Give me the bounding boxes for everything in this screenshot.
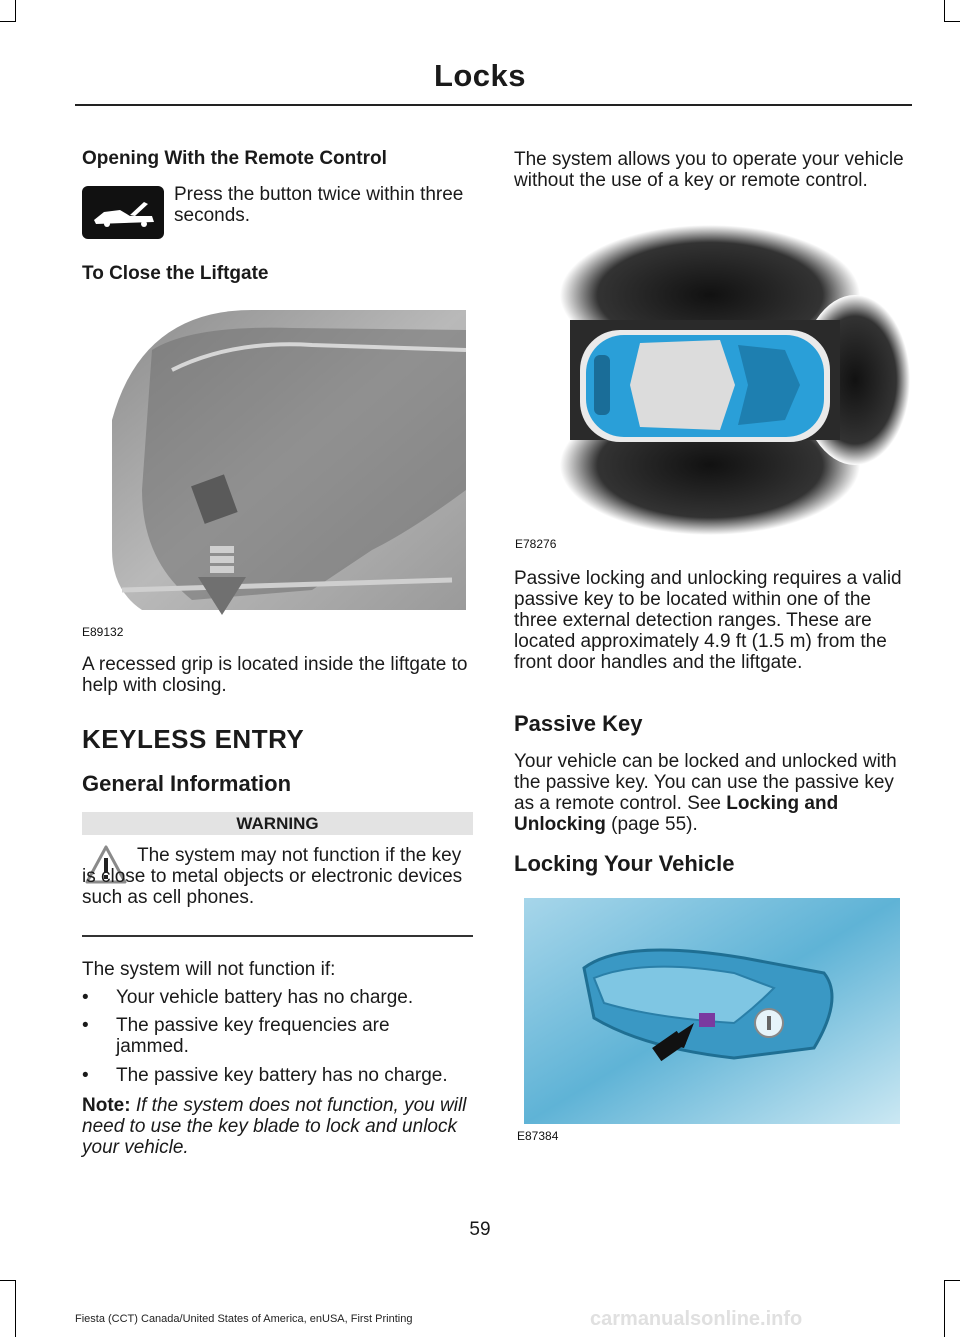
crop-mark [15, 0, 16, 22]
note-label: Note: [82, 1095, 131, 1116]
note-text: If the system does not function, you will need to use the key blade to lock and unlock your vehicle. [82, 1095, 467, 1158]
crop-mark [15, 1280, 16, 1337]
figure-id: E87384 [517, 1129, 559, 1143]
passive-description: Passive locking and unlocking requires a valid passive key to be located within one of the three external detection ranges. These are located approximately 4.9 ft (1.5 m) from the front door handles and the liftgate. [514, 568, 902, 673]
system-intro: The system allows you to operate your vehicle without the use of a key or remote control. [514, 149, 904, 191]
passive-key-heading: Passive Key [514, 711, 643, 736]
cross-reference-link[interactable]: Locking and Unlocking [514, 793, 839, 835]
crop-mark [944, 21, 960, 22]
remote-instruction: Press the button twice within three seconds. [174, 184, 464, 226]
warning-banner: WARNING [82, 812, 473, 835]
list-item: • Your vehicle battery has no charge. [82, 987, 414, 1008]
figure-id: E89132 [82, 625, 124, 639]
locking-heading: Locking Your Vehicle [514, 851, 735, 876]
crop-mark [944, 0, 945, 22]
remote-heading: Opening With the Remote Control [82, 148, 387, 169]
list-item: • The passive key frequencies are jammed. [82, 1015, 390, 1057]
edition-line: Fiesta (CCT) Canada/United States of America, enUSA, First Printing [75, 1313, 413, 1325]
watermark: carmanualsonline.info [590, 1308, 803, 1330]
liftgate-heading: To Close the Liftgate [82, 263, 269, 284]
warning-text: The system may not function if the key is close to metal objects or electronic devices such as cell phones. [82, 845, 463, 908]
not-function-intro: The system will not function if: [82, 959, 336, 980]
page-title: Locks [433, 58, 527, 93]
note [82, 1095, 477, 1158]
section-heading: KEYLESS ENTRY [82, 724, 305, 754]
list-item: • The passive key battery has no charge. [82, 1065, 448, 1086]
subsection-heading: General Information [82, 771, 292, 796]
crop-mark [944, 1280, 960, 1281]
page-number: 59 [469, 1219, 491, 1240]
trunk-open-icon [82, 186, 164, 239]
detection-range-illustration [560, 225, 910, 535]
crop-mark [944, 1280, 945, 1337]
passive-key-text: Your vehicle can be locked and unlocked with the passive key. You can use the passive key as a remote control. See Locking and Unlocking (page 55). [514, 751, 897, 835]
warning-divider [82, 935, 473, 937]
figure-id: E78276 [515, 537, 557, 551]
liftgate-caption: A recessed grip is located inside the liftgate to help with closing. [82, 654, 468, 696]
header-divider [75, 104, 912, 106]
liftgate-illustration [112, 310, 466, 620]
crop-mark [0, 21, 16, 22]
crop-mark [0, 1280, 16, 1281]
door-handle-illustration [524, 898, 900, 1124]
